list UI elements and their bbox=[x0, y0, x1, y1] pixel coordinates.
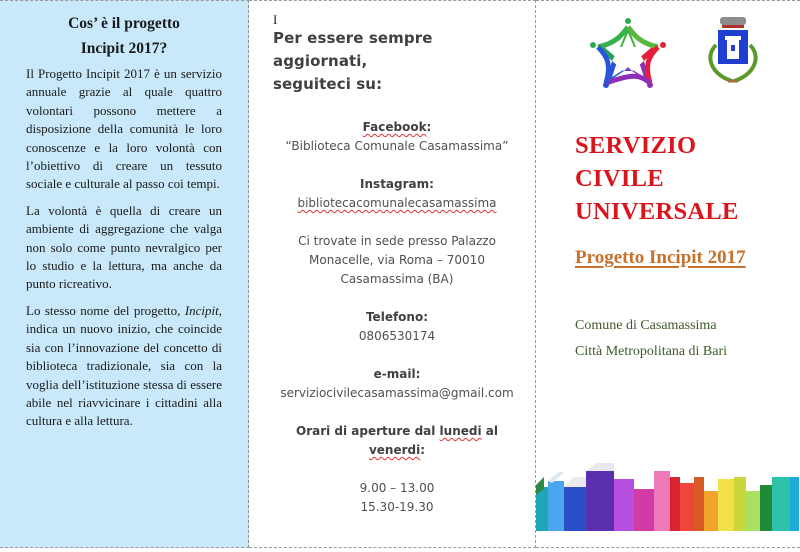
title-line3: UNIVERSALE bbox=[575, 198, 739, 225]
books-image-icon bbox=[536, 463, 799, 539]
left-paragraph-2: La volontà è quella di creare un ambiente di aggregazione che valga non solo come punto nevralgico per lo studio e la lettura, ma anche da punto ricreativo. bbox=[26, 202, 222, 292]
title-line1: SERVIZIO bbox=[575, 132, 697, 159]
facebook-block: Facebook: “Biblioteca Comunale Casamassima” bbox=[273, 118, 521, 156]
municipality-line2: Città Metropolitana di Bari bbox=[575, 344, 728, 359]
email-block bbox=[273, 365, 521, 403]
instagram-block bbox=[273, 175, 521, 213]
phone-label: Telefono: bbox=[365, 310, 429, 324]
project-subtitle: Progetto Incipit 2017 bbox=[575, 247, 746, 268]
phone-value: 0806530174 bbox=[358, 329, 436, 343]
hours-afternoon: 15.30-19.30 bbox=[360, 500, 434, 514]
hours-block bbox=[273, 422, 521, 517]
coat-of-arms-icon bbox=[710, 17, 755, 81]
left-heading-line2: Incipit 2017? bbox=[80, 40, 168, 57]
p3-italic: Incipit bbox=[184, 302, 219, 318]
instagram-value: bibliotecacomunalecasamassima bbox=[297, 196, 497, 210]
municipality-line1: Comune di Casamassima bbox=[575, 318, 717, 333]
text-cursor: I bbox=[273, 12, 278, 27]
email-label: e-mail: bbox=[373, 367, 421, 381]
address-line1: Ci trovate in sede presso Palazzo bbox=[298, 234, 496, 248]
title-line2: CIVILE bbox=[575, 165, 664, 192]
facebook-label: Facebook bbox=[362, 120, 427, 134]
address-block bbox=[273, 232, 521, 289]
middle-panel bbox=[249, 0, 536, 548]
logos bbox=[582, 15, 762, 95]
municipality-info bbox=[575, 313, 727, 365]
left-paragraph-3 bbox=[26, 302, 222, 431]
right-panel bbox=[536, 0, 800, 548]
facebook-value: “Biblioteca Comunale Casamassima” bbox=[285, 139, 509, 153]
left-paragraph-1: Il Progetto Incipit 2017 è un servizio annuale grazie al quale quattro volontari possono mettere a disposizione della comunità le loro conoscenze e la loro volontà con l’obiettivo di creare un tessuto sociale e culturale al passo coi tempi. bbox=[26, 66, 222, 192]
hours-morning: 9.00 – 13.00 bbox=[359, 481, 435, 495]
left-panel bbox=[0, 0, 249, 548]
address-line2: Monacelle, via Roma – 70010 bbox=[309, 253, 485, 267]
instagram-label: Instagram: bbox=[360, 177, 434, 191]
p3-before: Lo stesso nome del progetto, bbox=[26, 302, 185, 318]
left-heading-line1: Cos’ è il progetto bbox=[68, 15, 180, 32]
p3-after: , indica un nuovo inizio, che coincide sia con l’innovazione del concetto di biblioteca tradizionale, sia con la voglia dell’istituzione stessa di essere abile nel riavvicinare i cittadini alla cultura e alla lettura. bbox=[26, 302, 222, 429]
address-line3: Casamassima (BA) bbox=[340, 272, 454, 286]
hours-label: Orari di aperture dal lunedi al venerdi: bbox=[296, 424, 498, 457]
servizio-civile-star-logo-icon bbox=[582, 15, 762, 95]
contact-title-line1: Per essere sempre aggiornati, bbox=[273, 29, 433, 70]
contact-title-line2: seguiteci su: bbox=[273, 75, 383, 93]
phone-block bbox=[273, 308, 521, 346]
main-title bbox=[575, 129, 739, 228]
email-value: serviziocivilecasamassima@gmail.com bbox=[280, 386, 514, 400]
